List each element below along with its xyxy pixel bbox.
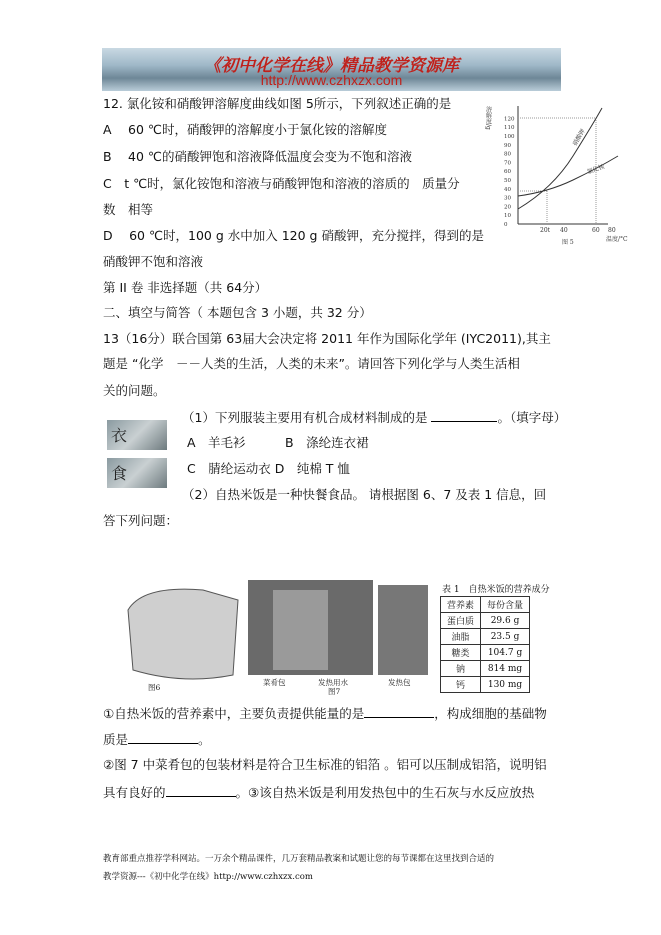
fig6-fig7-photos <box>123 565 433 695</box>
q13-part1 <box>182 409 566 426</box>
sub2-line1: ②图 7 中菜肴包的包装材料是符合卫生标准的铝箔 。铝可以压制成铝箔，说明铝 <box>103 757 547 772</box>
section-2-title: 第 II 卷 非选择题（共 64分） <box>103 280 268 295</box>
chart-caption: 图 5 <box>562 239 574 246</box>
y-tick: 100 <box>504 134 515 140</box>
q13-line3: 关的问题。 <box>103 383 166 398</box>
chart-xlabel: 温度/°C <box>606 236 628 243</box>
rice-box-image <box>128 589 238 679</box>
q12-option-a: A 60 ℃时，硝酸钾的溶解度小于氯化铵的溶解度 <box>103 122 387 137</box>
banner-url: http://www.czhxzx.com <box>260 72 403 88</box>
q12-stem: 12. 氯化铵和硝酸钾溶解度曲线如图 5所示，下列叙述正确的是 <box>103 96 452 111</box>
q12-option-d-cont: 硝酸钾不饱和溶液 <box>103 254 204 269</box>
y-tick: 30 <box>504 195 511 202</box>
heat-pack-image <box>378 585 428 675</box>
chart-ylabel: 溶解度/g <box>484 106 492 130</box>
q13-part1-text: （1）下列服装主要用有机合成材料制成的是 <box>182 410 428 425</box>
table-header: 营养素 <box>441 597 481 613</box>
thumb-label: 食 <box>111 464 128 483</box>
pack-label: 菜肴包 <box>263 678 286 687</box>
q13-part1-end: 。（填字母） <box>497 410 567 425</box>
q13-line2: 题是 “化学 －－人类的生活，人类的未来”。请回答下列化学与人类生活相 <box>103 356 520 371</box>
text: ①自热米饭的营养素中，主要负责提供能量的是 <box>103 706 365 721</box>
cell: 糖类 <box>441 645 481 661</box>
table-row <box>441 629 530 645</box>
part-2-title: 二、填空与简答（ 本题包含 3 小题，共 32 分） <box>103 305 372 320</box>
option-b: B 涤纶连衣裙 <box>285 435 369 450</box>
thumb-label: 衣 <box>111 426 128 445</box>
q13-line1: 13（16分）联合国第 63届大会决定将 2011 年作为国际化学年 (IYC2011),其主 <box>103 331 551 346</box>
y-tick: 60 <box>504 169 511 176</box>
cell: 蛋白质 <box>441 613 481 629</box>
q12-option-d: D 60 ℃时，100 g 水中加入 120 g 硝酸钾，充分搅拌，得到的是 <box>103 228 484 243</box>
sub2-line2 <box>103 784 534 801</box>
text: 。③该自热米饭是利用发热包中的生石灰与水反应放热 <box>235 785 535 800</box>
cell: 油脂 <box>441 629 481 645</box>
y-tick: 90 <box>504 142 511 149</box>
pack-label: 发热用水 <box>318 678 348 687</box>
y-tick: 10 <box>504 213 511 220</box>
y-tick: 0 <box>504 222 508 228</box>
kno3-label: 硝酸钾 <box>571 127 587 147</box>
footer-line2: 教学资源---《初中化学在线》http://www.czhxzx.com <box>103 872 313 882</box>
text: 质是 <box>103 732 129 747</box>
solubility-chart <box>478 96 648 246</box>
cell: 29.6 g <box>481 613 530 629</box>
banner-title: 《初中化学在线》精品教学资源库 <box>204 56 459 76</box>
food-thumbnail <box>107 458 167 488</box>
x-tick: 20t <box>540 227 551 234</box>
cell: 814 mg <box>481 661 530 677</box>
fig7-caption: 图7 <box>328 687 341 695</box>
table-caption: 表 1 自热米饭的营养成分 <box>442 585 550 595</box>
clothing-thumbnail <box>107 420 167 450</box>
table-row <box>441 645 530 661</box>
table-row <box>441 661 530 677</box>
sub1-line1 <box>103 705 547 722</box>
y-tick: 40 <box>504 186 511 193</box>
answer-blank[interactable] <box>364 705 434 718</box>
nutrition-table <box>440 596 530 693</box>
pack-label: 发热包 <box>388 678 411 687</box>
x-tick: 40 <box>560 227 568 234</box>
x-tick: 60 <box>592 227 600 234</box>
cell: 23.5 g <box>481 629 530 645</box>
fig6-caption: 图6 <box>148 683 161 692</box>
cell: 钙 <box>441 677 481 693</box>
cell: 104.7 g <box>481 645 530 661</box>
table-row <box>441 613 530 629</box>
y-tick: 110 <box>504 125 515 132</box>
option-a: A 羊毛衫 <box>187 435 246 450</box>
cell: 钠 <box>441 661 481 677</box>
y-tick: 80 <box>504 151 511 158</box>
q13-part2-cont: 答下列问题： <box>103 513 179 528</box>
q12-option-b: B 40 ℃的硝酸钾饱和溶液降低温度会变为不饱和溶液 <box>103 149 412 164</box>
y-tick: 20 <box>504 204 511 211</box>
text: 具有良好的 <box>103 785 166 800</box>
answer-blank[interactable] <box>166 784 236 797</box>
nh4cl-curve <box>518 156 618 196</box>
table-row <box>441 677 530 693</box>
cell: 130 mg <box>481 677 530 693</box>
text: ，构成细胞的基础物 <box>434 706 547 721</box>
option-c-d: C 腈纶运动衣 D 纯棉 T 恤 <box>187 461 350 476</box>
sub1-line2 <box>103 731 211 748</box>
footer-line1: 教育部重点推荐学科网站。一万余个精品课件，几万套精品教案和试题让您的每节课都在这里找到合适的 <box>103 854 495 864</box>
site-banner <box>102 48 561 91</box>
answer-blank[interactable] <box>128 731 198 744</box>
y-tick: 120 <box>504 116 515 123</box>
q12-option-c: C t ℃时，氯化铵饱和溶液与硝酸钾饱和溶液的溶质的 质量分 <box>103 176 460 191</box>
y-tick: 70 <box>504 160 511 167</box>
answer-blank[interactable] <box>431 409 497 422</box>
x-tick: 80 <box>608 227 616 234</box>
y-tick: 50 <box>504 178 511 184</box>
table-header: 每份含量 <box>481 597 530 613</box>
text: 。 <box>198 732 211 747</box>
q13-part2: （2）自热米饭是一种快餐食品。 请根据图 6、7 及表 1 信息，回 <box>182 487 547 502</box>
nh4cl-label: 氯化铵 <box>586 163 606 176</box>
q12-option-c-cont: 数 相等 <box>103 202 154 217</box>
